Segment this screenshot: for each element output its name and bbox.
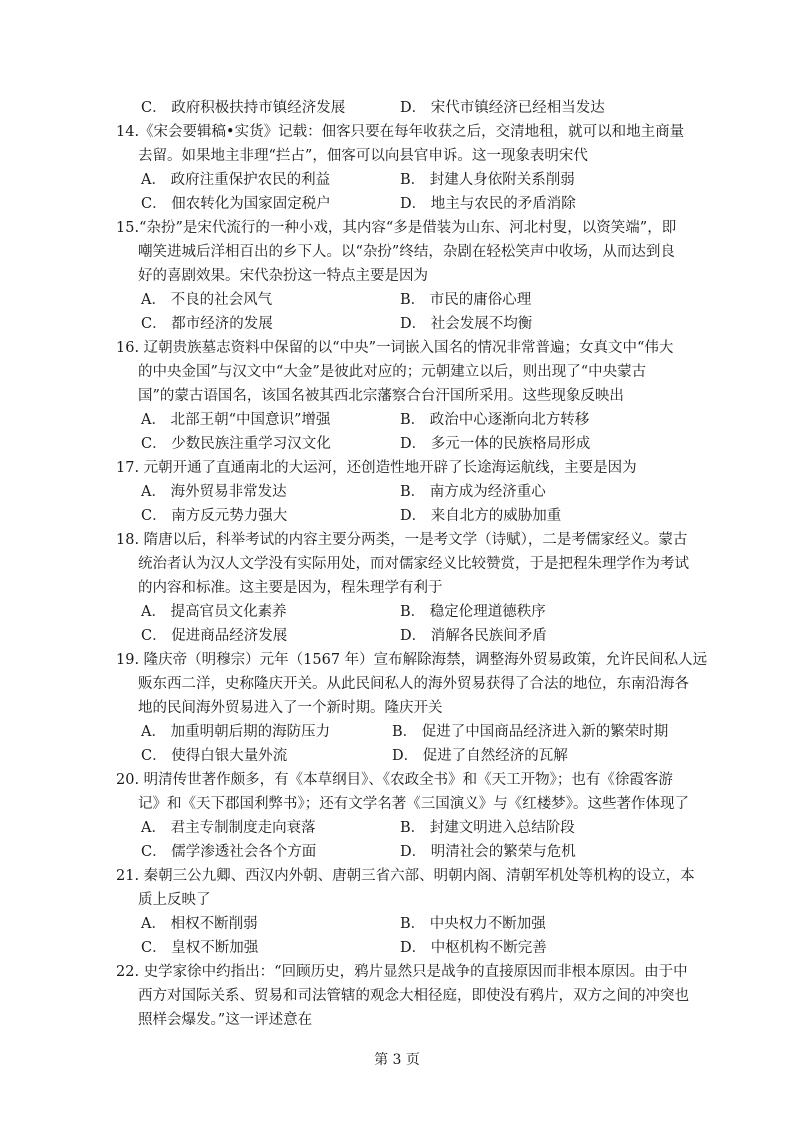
q14-option-c: C． 佃农转化为国家固定税户 [141,196,331,212]
q16-option-d: D． 多元一体的民族格局形成 [400,436,591,452]
q15-stem-line-1: 15.“杂扮”是宋代流行的一种小戏，其内容“多是借装为山东、河北村叟，以资笑端”，即 [116,220,677,236]
q18-stem-line-3: 的内容和标准。这主要是因为，程朱理学有利于 [138,580,443,596]
q21-option-b: B． 中央权力不断加强 [400,916,546,932]
q14-stem-line-2: 去留。如果地主非理“拦占”，佃客可以向县官申诉。这一现象表明宋代 [138,148,588,164]
q22-stem-line-2: 西方对国际关系、贸易和司法管辖的观念大相径庭，即使没有鸦片，双方之间的冲突也 [138,988,689,1004]
q15-stem-line-3: 好的喜剧效果。宋代杂扮这一特点主要是因为 [138,268,428,284]
q14-option-a: A． 政府注重保护农民的利益 [141,172,331,188]
q19-option-b: B． 促进了中国商品经济进入新的繁荣时期 [392,724,669,740]
q18-option-a: A． 提高官员文化素养 [141,604,287,620]
q17-stem-line-1: 17. 元朝开通了直通南北的大运河，还创造性地开辟了长途海运航线，主要是因为 [116,460,637,476]
q14-stem-line-1: 14.《宋会要辑稿•实货》记载：佃客只要在每年收获之后，交清地租，就可以和地主商量 [116,124,685,140]
q21-option-d: D． 中枢机构不断完善 [400,940,547,956]
q19-stem-line-3: 地的民间海外贸易进入了一个新时期。隆庆开关 [138,700,443,716]
q22-stem-line-1: 22. 史学家徐中约指出：“回顾历史，鸦片显然只是战争的直接原因而非根本原因。由于中 [116,964,688,980]
q16-option-b: B． 政治中心逐渐向北方转移 [400,412,590,428]
q13-option-c: C． 政府积极扶持市镇经济发展 [141,100,346,116]
q19-option-d: D． 促进了自然经济的瓦解 [392,748,568,764]
q14-option-b: B． 封建人身依附关系削弱 [400,172,575,188]
q15-option-d: D． 社会发展不均衡 [400,316,533,332]
q17-option-c: C． 南方反元势力强大 [141,508,288,524]
q13-option-d: D． 宋代市镇经济已经相当发达 [400,100,605,116]
q16-stem-line-1: 16. 辽朝贵族墓志资料中保留的以“中央”一词嵌入国名的情况非常普遍；女真文中“伟大 [116,340,674,356]
q20-option-d: D． 明清社会的繁荣与危机 [400,844,576,860]
q17-option-a: A． 海外贸易非常发达 [141,484,287,500]
q16-stem-line-2: 的中央金国”与汉文中“大金”是彼此对应的；元朝建立以后，则出现了“中央蒙古 [138,364,647,380]
q19-stem-line-2: 贩东西二洋，史称隆庆开关。从此民间私人的海外贸易获得了合法的地位，东南沿海各 [138,676,689,692]
q15-stem-line-2: 嘲笑进城后洋相百出的乡下人。以“杂扮”终结，杂剧在轻松笑声中收场，从而达到良 [138,244,675,260]
q20-option-c: C． 儒学渗透社会各个方面 [141,844,317,860]
q17-option-b: B． 南方成为经济重心 [400,484,546,500]
q18-stem-line-2: 统治者认为汉人文学没有实际用处，而对儒家经义比较赞赏，于是把程朱理学作为考试 [138,556,689,572]
q18-option-b: B． 稳定伦理道德秩序 [400,604,546,620]
q20-stem-line-1: 20. 明清传世著作颇多，有《本草纲目》、《农政全书》和《天工开物》；也有《徐霞客游 [116,772,673,788]
q20-option-a: A． 君主专制制度走向衰落 [141,820,316,836]
q21-option-a: A． 相权不断削弱 [141,916,258,932]
q19-option-a: A． 加重明朝后期的海防压力 [141,724,331,740]
q16-option-a: A． 北部王朝“中国意识”增强 [141,412,331,428]
page-number: 第 3 页 [374,1052,420,1068]
q21-stem-line-2: 质上反映了 [138,892,211,908]
q15-option-b: B． 市民的庸俗心理 [400,292,532,308]
q16-stem-line-3: 国”的蒙古语国名，该国名被其西北宗藩察合台汗国所采用。这些现象反映出 [138,388,624,404]
q16-option-c: C． 少数民族注重学习汉文化 [141,436,331,452]
q14-option-d: D． 地主与农民的矛盾消除 [400,196,576,212]
q18-stem-line-1: 18. 隋唐以后，科举考试的内容主要分两类，一是考文学（诗赋），二是考儒家经义。蒙古 [116,532,688,548]
q22-stem-line-3: 照样会爆发。”这一评述意在 [138,1012,313,1028]
q20-option-b: B． 封建文明进入总结阶段 [400,820,575,836]
q19-stem-line-1: 19. 隆庆帝（明穆宗）元年（1567 年）宣布解除海禁，调整海外贸易政策，允许民间私人远 [116,652,708,668]
q18-option-c: C． 促进商品经济发展 [141,628,288,644]
q18-option-d: D． 消解各民族间矛盾 [400,628,547,644]
q15-option-a: A． 不良的社会风气 [141,292,273,308]
q19-option-c: C． 使得白银大量外流 [141,748,288,764]
q20-stem-line-2: 记》和《天下郡国利弊书》；还有文学名著《三国演义》与《红楼梦》。这些著作体现了 [138,796,689,812]
q21-stem-line-1: 21. 秦朝三公九卿、西汉内外朝、唐朝三省六部、明朝内阁、清朝军机处等机构的设立，本 [116,868,695,884]
q17-option-d: D． 来自北方的威胁加重 [400,508,562,524]
q15-option-c: C． 都市经济的发展 [141,316,273,332]
q21-option-c: C． 皇权不断加强 [141,940,259,956]
